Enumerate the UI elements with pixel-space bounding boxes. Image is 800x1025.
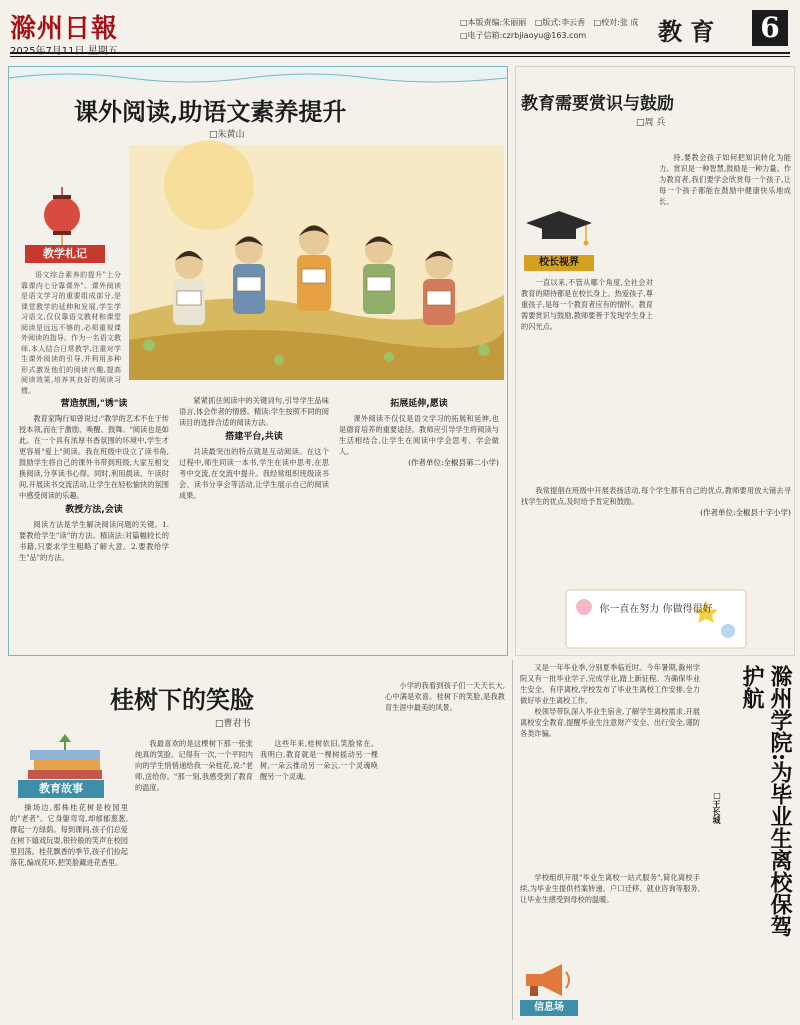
article-byline: □朱黄山 <box>209 130 245 140</box>
subhead-3: 搭建平台,共读 <box>225 432 283 442</box>
article-author: (作者单位:全椒县第二小学) <box>408 458 499 467</box>
header-rule-thin <box>10 56 790 57</box>
issue-date <box>10 42 118 57</box>
article2-author: (作者单位:全椒县十字小学) <box>700 508 791 517</box>
card-text: 你一直在努力 你做得很好 <box>599 604 713 615</box>
article2-col-1: 一直以来,不管从哪个角度,全社会对教育的期待都是在校长身上。热爱孩子,尊重孩子,是每一个教育者应有的情怀。教育需要赏识与鼓励,教师要善于发现学生身上的闪光点。 <box>521 278 653 331</box>
article4-tag: 信息场 <box>520 1000 578 1016</box>
article-col-2: 紧紧抓住阅读中的关键词句,引导学生品味语言,体会作者的情感。精读:学生按照不同的阅读目的选择合适的阅读方法。 搭建平台,共读 共读最突出的特点就是互动阅读。在这个过程中,师生同读一本书,学生在读中思考,在思考中交流,在交流中提升。我经常组织班级读书会、读书分享会等活动,让学生展示自己的阅读成果。 <box>179 396 329 500</box>
article-title: 课外阅读,助语文素养提升 <box>74 97 347 126</box>
email-credit: □电子信箱:czrbjiaoyu@163.com <box>460 31 587 40</box>
article3-byline: □曹君书 <box>215 719 251 729</box>
article2-byline: □周 兵 <box>636 118 666 128</box>
proof-credit: □校对:张 成 <box>593 18 639 27</box>
masthead <box>10 6 790 56</box>
article-reading <box>8 66 508 656</box>
editor-credit: □本版责编:朱丽丽 <box>460 18 527 27</box>
graduation-cap-icon <box>524 207 594 252</box>
books-icon <box>20 730 110 780</box>
article4-col-1: 又是一年毕业季,分别夏季临近时。今年暑期,滁州学院又有一批毕业学子,完成学业,踏上新征程。为确保毕业生安全、有序离校,学校发布了毕业生离校工作安排,全力做好毕业生离校工作。 校领导带队深入毕业生宿舍,了解学生离校需求,开展离校安全教育,提醒毕业生注意财产安全、出行安全,谨防各类诈骗。 <box>520 663 700 738</box>
article-encouragement <box>515 66 795 656</box>
article4-byline: □王长城 <box>712 790 722 824</box>
article-col-3: 拓展延伸,愿读 课外阅读不仅仅是语文学习的拓展和延伸,也是德育培养的重要途径。教师应引导学生将阅读与生活相结合,让学生在阅读中学会思考、学会做人。 (作者单位:全椒县第二小学) <box>339 399 499 467</box>
article2-tag: 校长视界 <box>524 255 594 271</box>
section-title: 教 育 <box>658 17 715 46</box>
page-credits <box>460 16 644 42</box>
article3-title: 桂树下的笑脸 <box>110 685 254 714</box>
article3-col-2: 我最喜欢的是这棵树下那一张张纯真的笑脸。记得有一次,一个平时内向的学生悄悄递给我一朵桂花,说:"老师,送给你。"那一刻,我感受到了教育的温度。 <box>135 739 253 792</box>
article3-col-3: 这些年来,桂树依旧,笑脸常在。我明白,教育就是一棵树摇动另一棵树,一朵云推动另一朵云,一个灵魂唤醒另一个灵魂。 <box>260 739 378 781</box>
decor-top-band <box>9 67 507 81</box>
column-tag: 教学札记 <box>25 245 105 263</box>
article3-tag: 教育故事 <box>18 780 104 798</box>
subhead-2: 教授方法,会读 <box>65 505 123 515</box>
article3-col-1: 操场边,那株桂花树是校园里的"老者"。它身躯弯弯,却郁郁葱葱,撑起一方绿荫。每到课间,孩子们总爱在树下嬉戏玩耍,银铃般的笑声在校园里回荡。桂花飘香的季节,孩子们捡起落花,编成花环,把笑脸藏进花香里。 <box>10 803 128 867</box>
article-intro: 语文综合素养的提升"上分靠课内七分靠课外"。课外阅读是语文学习的重要组成部分,是课堂教学的延伸和发展,学生学习语文,仅仅靠语文教材和课堂阅读是远远不够的,必须重视课外阅读的指导。作为一名语文教师,本人结合日常教学,注重对学生课外阅读的引导,并利用多种形式激发他们的阅读兴趣,提高阅读效果,培养其良好的阅读习惯。 <box>21 271 121 395</box>
subhead-4: 拓展延伸,愿读 <box>390 399 448 409</box>
header-rule <box>10 52 790 54</box>
article2-col-3: 我常提倡在班级中开展表扬活动,每个学生都有自己的优点,教师要用放大镜去寻找学生的优点,及时给予肯定和鼓励。 (作者单位:全椒县十字小学) <box>521 486 791 517</box>
encouragement-card <box>556 587 756 652</box>
children-reading-illustration <box>129 145 504 380</box>
column-divider <box>512 660 513 1020</box>
layout-credit: □版式:李云香 <box>534 18 586 27</box>
article3-col-4: 小学的我看到孩子们一天天长大,心中满是欢喜。桂树下的笑脸,是我教育生涯中最美的风景。 <box>385 681 505 712</box>
page-number: 6 <box>752 10 788 46</box>
article4-title: 滁州学院:为毕业生离校保驾护航 <box>739 665 793 938</box>
newspaper-logo: 滁州日報 <box>10 14 119 44</box>
article2-col-2: 持,要教会孩子如何把知识转化为能力。赏识是一种智慧,鼓励是一种力量。作为教育者,我们要学会欣赏每一个孩子,让每一个孩子都能在鼓励中健康快乐地成长。 <box>659 153 791 206</box>
subhead-1: 营造氛围,"诱"读 <box>60 399 128 409</box>
megaphone-icon <box>520 960 575 1000</box>
article2-title: 教育需要赏识与鼓励 <box>521 94 674 114</box>
lantern-icon <box>27 187 97 247</box>
article4-col-2: 学校组织开展"毕业生离校一站式服务",简化离校手续,为毕业生提供档案转递、户口迁移、就业咨询等服务,让毕业生感受到母校的温暖。 <box>520 873 700 904</box>
article-col-1: 营造氛围,"诱"读 教育家陶行知曾说过:"教学的艺术不在于传授本领,而在于激励、唤醒、鼓舞。"阅读也是如此。在一个具有浓厚书香氛围的环境中,学生才更容易"爱上"阅读。我在班级中设立了读书角,鼓励学生将自己的课外书带到班级,大家互相交换阅读,分享读书心得。同时,利用晨读、午读时间,开展读书交流活动,让学生在轻松愉快的氛围中感受阅读的乐趣。 教授方法,会读 阅读方法是学生解决阅读问题的关键。1.要教给学生"读"的方法。精读法:对篇幅较长的书籍,只要求学生粗略了解大意。2.要教给学生"品"的方法。 <box>19 399 169 562</box>
